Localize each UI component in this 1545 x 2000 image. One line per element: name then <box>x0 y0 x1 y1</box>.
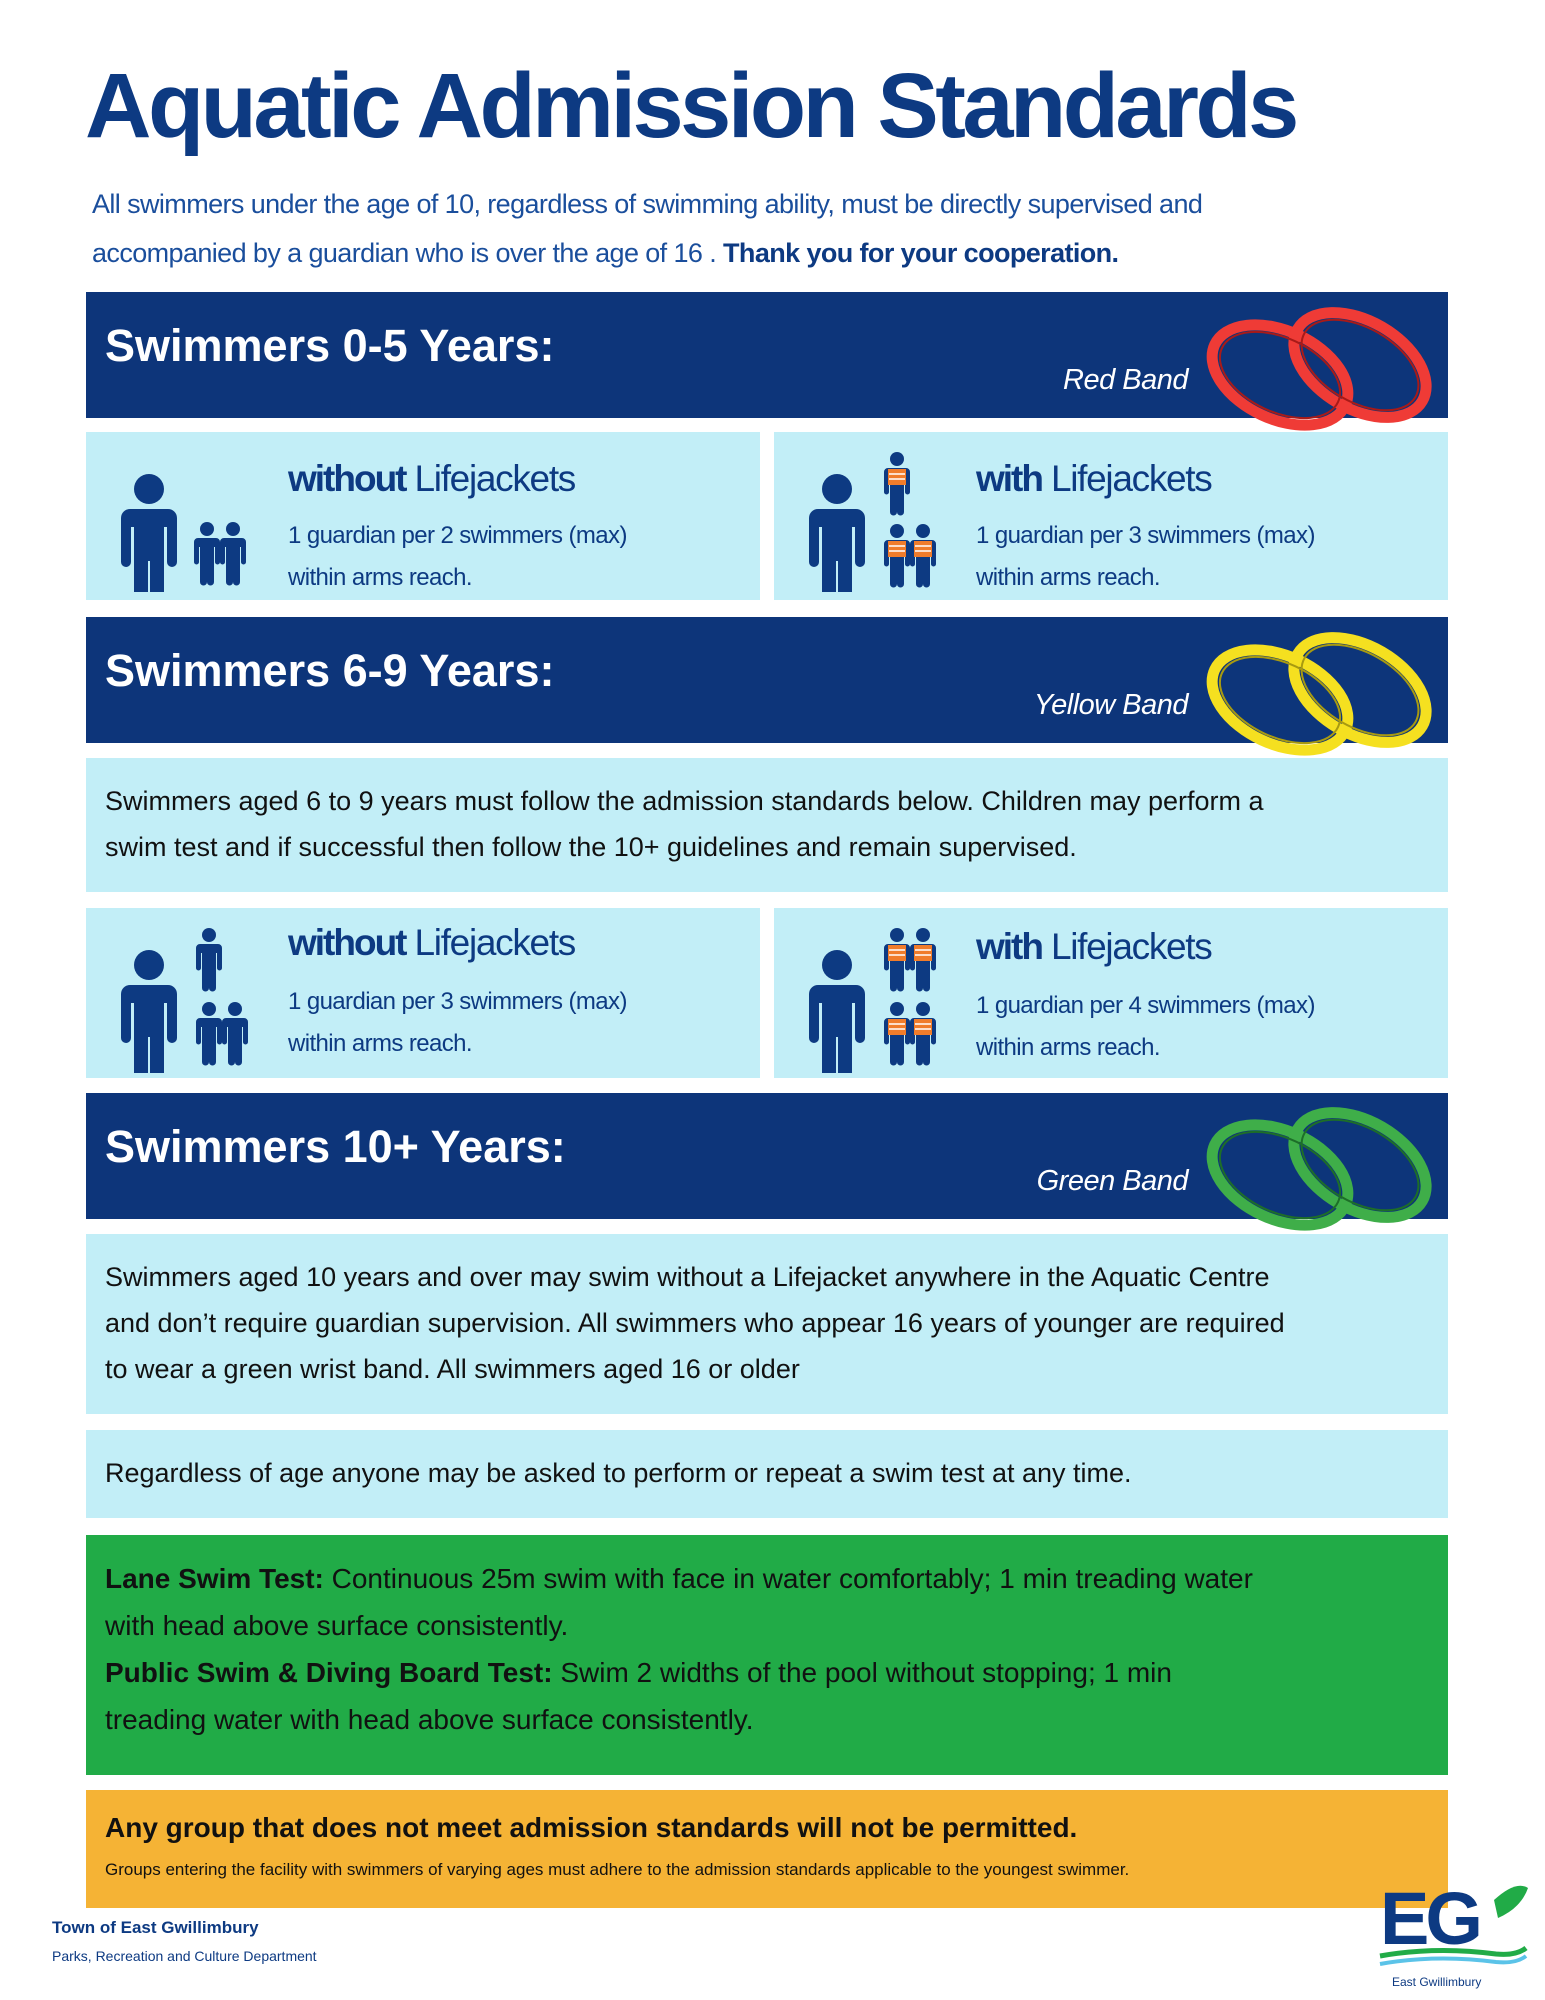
section-title: Swimmers 0-5 Years: <box>105 320 555 371</box>
ratio-text: 1 guardian per 2 swimmers (max) <box>288 522 627 549</box>
guardian-lifejacket-kids-icon <box>809 452 959 592</box>
warning-card <box>86 1790 1448 1908</box>
band-label: Green Band <box>1036 1165 1188 1197</box>
ratio-card-0-5-with <box>774 432 1448 600</box>
logo-caption: East Gwillimbury <box>1392 1975 1482 1989</box>
section-title: Swimmers 10+ Years: <box>105 1121 566 1172</box>
warning-note: Groups entering the facility with swimmers of varying ages must adhere to the admission standards applicable to the youngest swimmer. <box>105 1860 1130 1879</box>
footer-town: Town of East Gwillimbury <box>52 1918 259 1937</box>
footer-department: Parks, Recreation and Culture Department <box>52 1948 317 1964</box>
ratio-heading: without Lifejackets <box>288 458 576 499</box>
warning-headline: Any group that does not meet admission standards will not be permitted. <box>105 1812 1078 1843</box>
lane-test-label: Lane Swim Test: <box>105 1563 324 1594</box>
ratio-subtext: within arms reach. <box>976 1034 1160 1061</box>
intro-line-2: accompanied by a guardian who is over the age of 16 . Thank you for your cooperation. <box>92 238 1119 268</box>
ratio-subtext: within arms reach. <box>288 564 472 591</box>
info-card-10-plus <box>86 1234 1448 1414</box>
ratio-heading: with Lifejackets <box>976 458 1212 499</box>
ratio-subtext: within arms reach. <box>976 564 1160 591</box>
retest-text: Regardless of age anyone may be asked to perform or repeat a swim test at any time. <box>105 1458 1132 1488</box>
retest-card <box>86 1430 1448 1518</box>
page-title: Aquatic Admission Standards <box>85 55 1296 157</box>
east-gwillimbury-logo <box>1376 1860 1536 1975</box>
section-title: Swimmers 6-9 Years: <box>105 645 555 696</box>
ratio-heading: without Lifejackets <box>288 922 576 963</box>
band-label: Red Band <box>1063 364 1188 396</box>
swim-test-card <box>86 1535 1448 1775</box>
ratio-text: 1 guardian per 3 swimmers (max) <box>976 522 1315 549</box>
info-card-6-9 <box>86 758 1448 892</box>
ratio-card-6-9-with <box>774 908 1448 1078</box>
logo-lettering: EG <box>1380 1877 1479 1960</box>
public-test-label: Public Swim & Diving Board Test: <box>105 1657 553 1688</box>
band-label: Yellow Band <box>1033 689 1188 721</box>
info-text: Swimmers aged 6 to 9 years must follow the admission standards below. Children may perform a swim test and if successful then follow the 10+ guidelines and remain supervised. <box>105 786 1264 862</box>
ratio-card-6-9-without <box>86 908 760 1078</box>
guardian-four-lifejacket-kids-icon <box>809 928 959 1073</box>
intro-line-1: All swimmers under the age of 10, regardless of swimming ability, must be directly supervised and <box>92 189 1203 219</box>
ratio-subtext: within arms reach. <box>288 1030 472 1057</box>
guardian-three-kids-icon <box>121 928 261 1073</box>
swim-test-text: Lane Swim Test: Continuous 25m swim with face in water comfortably; 1 min treading water with head above surface consistently. Public Swim & Diving Board Test: Swim 2 widths of the pool without stopping; 1 min treading water with head above surface consistently. <box>105 1563 1253 1735</box>
ratio-text: 1 guardian per 4 swimmers (max) <box>976 992 1315 1019</box>
intro-text <box>92 180 1422 278</box>
ratio-text: 1 guardian per 3 swimmers (max) <box>288 988 627 1015</box>
ratio-heading: with Lifejackets <box>976 926 1212 967</box>
guardian-two-kids-icon <box>121 452 261 592</box>
ratio-card-0-5-without <box>86 432 760 600</box>
thanks-text: Thank you for your cooperation. <box>723 238 1119 268</box>
info-text: Swimmers aged 10 years and over may swim without a Lifejacket anywhere in the Aquatic Centre and don’t require guardian supervision. All swimmers who appear 16 years of younger are required to wear a green wrist band. All swimmers aged 16 or older <box>105 1262 1285 1384</box>
